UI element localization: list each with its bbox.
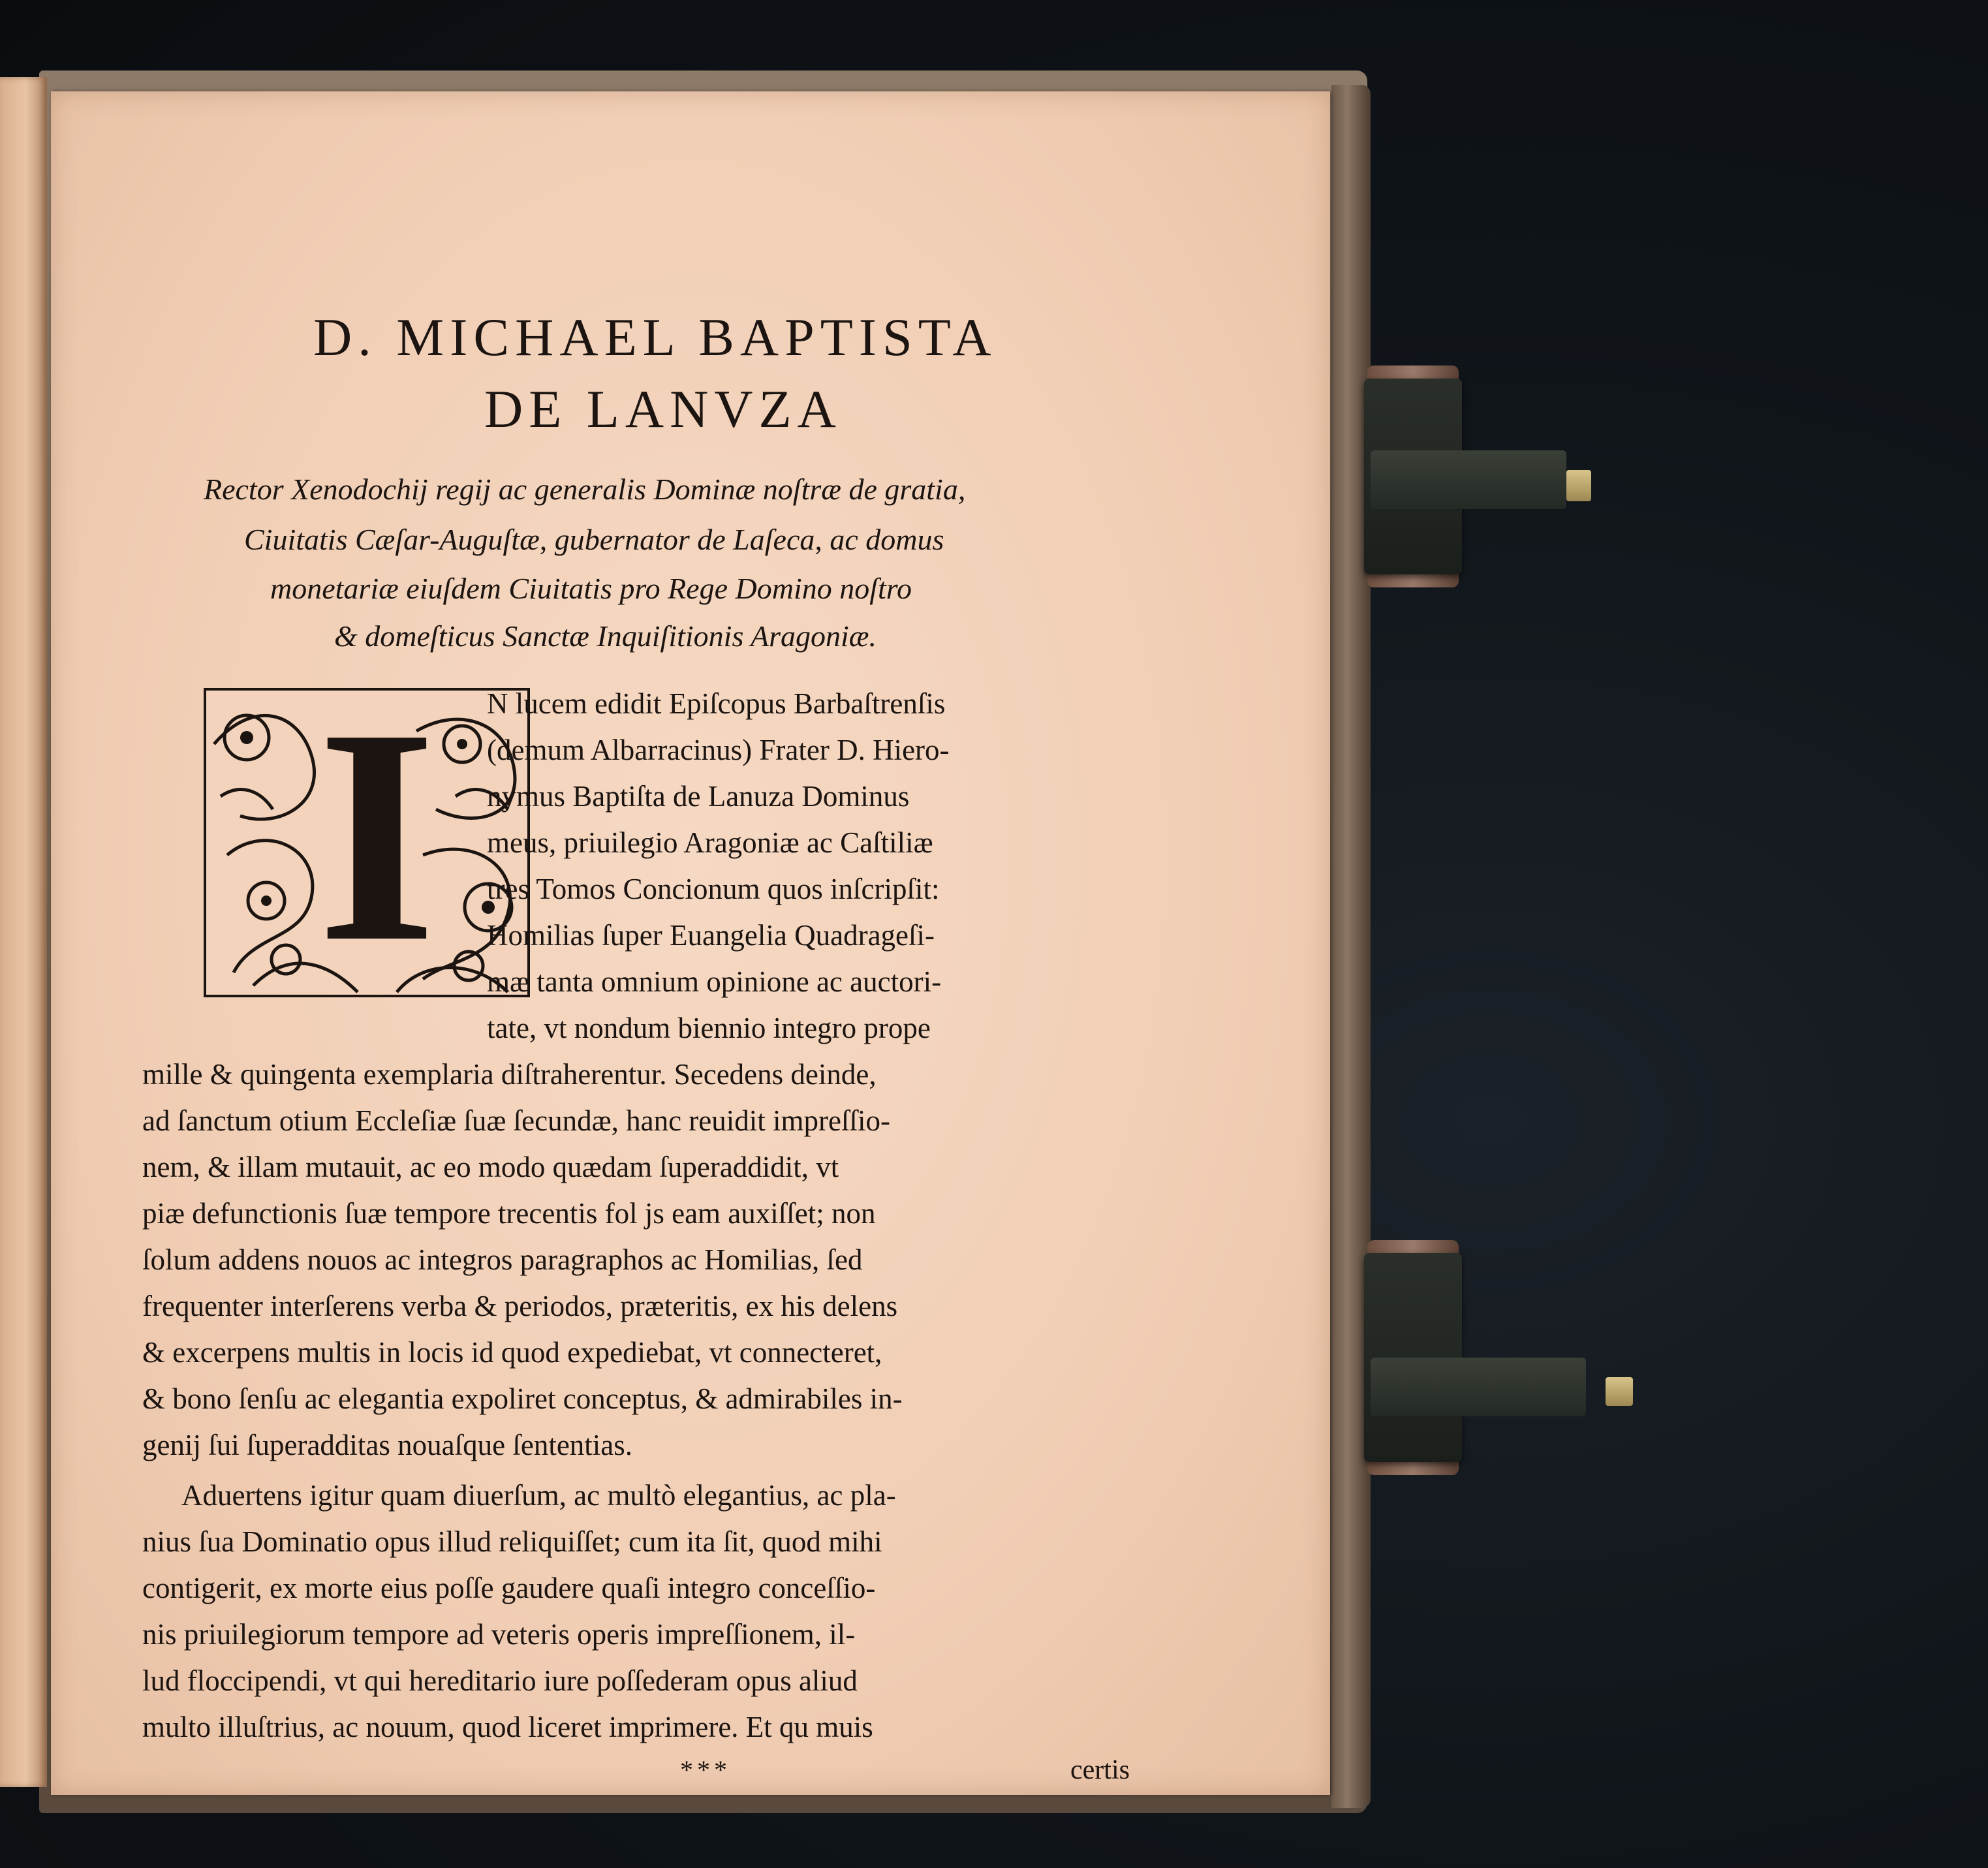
body-line-19: nius ſua Dominatio opus illud reliquiſſet; cum ita ſit, quod mihi — [142, 1525, 882, 1558]
body-line-9: mille & quingenta exemplaria diſtraherentur. Secedens deinde, — [142, 1058, 877, 1091]
upper-clasp-plate — [1371, 450, 1566, 509]
body-line-4: meus, priuilegio Aragoniæ ac Caſtiliæ — [487, 826, 933, 859]
body-line-3: nymus Baptiſta de Lanuza Dominus — [487, 780, 910, 813]
body-line-21: nis priuilegiorum tempore ad veteris operis impreſſionem, il- — [142, 1618, 856, 1651]
page-title-line-2: DE LANVZA — [484, 379, 842, 439]
body-line-12: piæ defunctionis ſuæ tempore trecentis fol js eam auxiſſet; non — [142, 1197, 876, 1230]
facing-page-sliver — [0, 77, 47, 1787]
body-line-10: ad ſanctum otium Eccleſiæ ſuæ ſecundæ, hanc reuidit impreſſio- — [142, 1104, 890, 1137]
initial-letter: I — [317, 665, 437, 1005]
body-line-2: (demum Albarracinus) Frater D. Hiero- — [487, 734, 950, 766]
subtitle-line-1: Rector Xenodochij regij ac generalis Dominæ noſtræ de gratia, — [204, 473, 966, 506]
page-title-line-1: D. MICHAEL BAPTISTA — [313, 307, 997, 367]
lower-clasp-plate — [1371, 1358, 1586, 1416]
body-line-13: ſolum addens nouos ac integros paragraphos ac Homilias, ſed — [142, 1243, 863, 1276]
body-line-20: contigerit, ex morte eius poſſe gaudere quaſi integro conceſſio- — [142, 1572, 876, 1604]
body-line-5: tres Tomos Concionum quos inſcripſit: — [487, 873, 940, 905]
catchword: certis — [1070, 1755, 1130, 1785]
book-page — [51, 91, 1330, 1795]
decorated-initial — [201, 665, 533, 1005]
body-line-23: multo illuſtrius, ac nouum, quod liceret imprimere. Et qu muis — [142, 1711, 873, 1743]
body-line-17: genij ſui ſuperadditas nouaſque ſententias. — [142, 1429, 633, 1461]
body-line-15: & excerpens multis in locis id quod expediebat, vt connecteret, — [142, 1336, 882, 1369]
body-line-14: frequenter interſerens verba & periodos, præteritis, ex his delens — [142, 1290, 898, 1322]
upper-clasp-tip — [1566, 470, 1591, 501]
body-line-22: lud floccipendi, vt qui hereditario iure poſſederam opus aliud — [142, 1664, 858, 1697]
body-line-11: nem, & illam mutauit, ac eo modo quædam ſuperaddidit, vt — [142, 1151, 839, 1183]
subtitle-line-4: & domeſticus Sanctæ Inquiſitionis Aragoniæ. — [334, 619, 877, 653]
book-fore-edge — [1331, 85, 1371, 1808]
body-line-7: mæ tanta omnium opinione ac auctori- — [487, 965, 942, 998]
body-line-18: Aduertens igitur quam diuerſum, ac multò elegantius, ac pla- — [181, 1479, 896, 1512]
subtitle-line-3: monetariæ eiuſdem Ciuitatis pro Rege Domino noſtro — [270, 572, 912, 605]
subtitle-line-2: Ciuitatis Cæſar-Auguſtæ, gubernator de Laſeca, ac domus — [244, 523, 944, 556]
body-line-6: Homilias ſuper Euangelia Quadrageſi- — [487, 919, 935, 952]
signature-mark: *** — [680, 1755, 731, 1784]
body-line-1: N lucem edidit Epiſcopus Barbaſtrenſis — [487, 687, 946, 720]
body-line-8: tate, vt nondum biennio integro prope — [487, 1012, 931, 1044]
body-line-16: & bono ſenſu ac elegantia expoliret conceptus, & admirabiles in- — [142, 1382, 903, 1415]
lower-clasp-tip — [1606, 1377, 1633, 1406]
